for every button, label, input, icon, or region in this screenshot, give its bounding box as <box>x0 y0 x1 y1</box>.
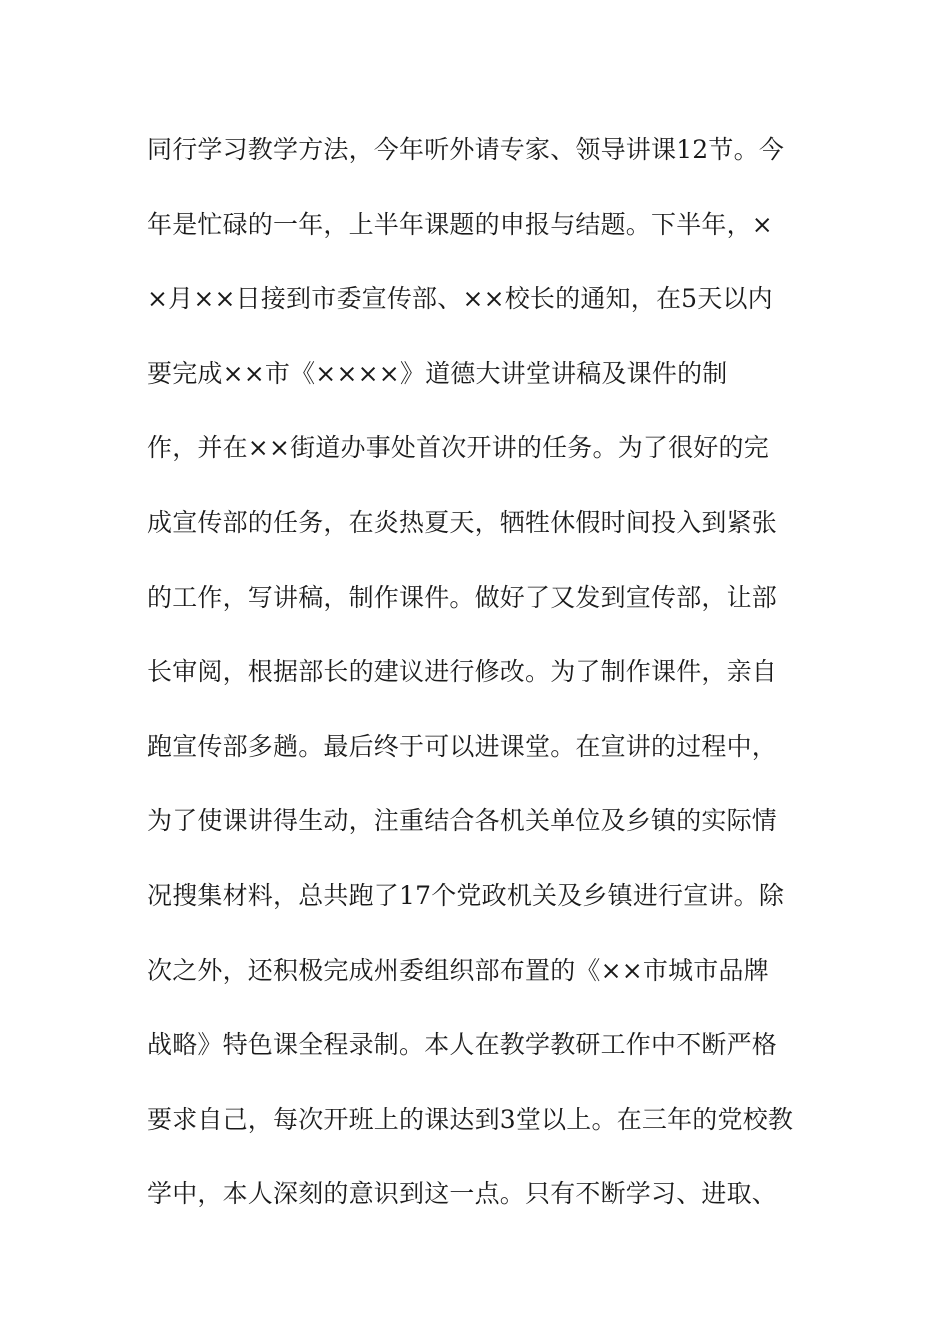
text-line-5: 作，并在××街道办事处首次开讲的任务。为了很好的完 <box>147 433 769 463</box>
text-line-15: 学中，本人深刻的意识到这一点。只有不断学习、进取、 <box>147 1179 778 1209</box>
text-line-6: 成宣传部的任务，在炎热夏天，牺牲休假时间投入到紧张 <box>147 507 778 537</box>
text-line-12: 次之外，还积极完成州委组织部布置的《××市城市品牌 <box>147 955 769 985</box>
text-line-1: 同行学习教学方法，今年听外请专家、领导讲课12节。今 <box>147 135 785 164</box>
text-line-10: 为了使课讲得生动，注重结合各机关单位及乡镇的实际情 <box>147 806 778 836</box>
text-line-13: 战略》特色课全程录制。本人在教学教研工作中不断严格 <box>147 1030 778 1060</box>
text-line-7: 的工作，写讲稿，制作课件。做好了又发到宣传部，让部 <box>147 582 778 612</box>
text-line-11: 况搜集材料，总共跑了17个党政机关及乡镇进行宣讲。除 <box>147 880 785 910</box>
text-line-9: 跑宣传部多趟。最后终于可以进课堂。在宣讲的过程中， <box>147 731 778 761</box>
text-line-3: ×月××日接到市委宣传部、××校长的通知，在5天以内 <box>147 284 773 314</box>
text-line-2: 年是忙碌的一年，上半年课题的申报与结题。下半年，× <box>147 209 773 239</box>
text-line-14: 要求自己，每次开班上的课达到3堂以上。在三年的党校教 <box>147 1104 794 1134</box>
text-line-4: 要完成××市《××××》道德大讲堂讲稿及课件的制 <box>147 358 728 388</box>
text-line-8: 长审阅，根据部长的建议进行修改。为了制作课件，亲自 <box>147 657 778 687</box>
body-text <box>147 124 827 1243</box>
